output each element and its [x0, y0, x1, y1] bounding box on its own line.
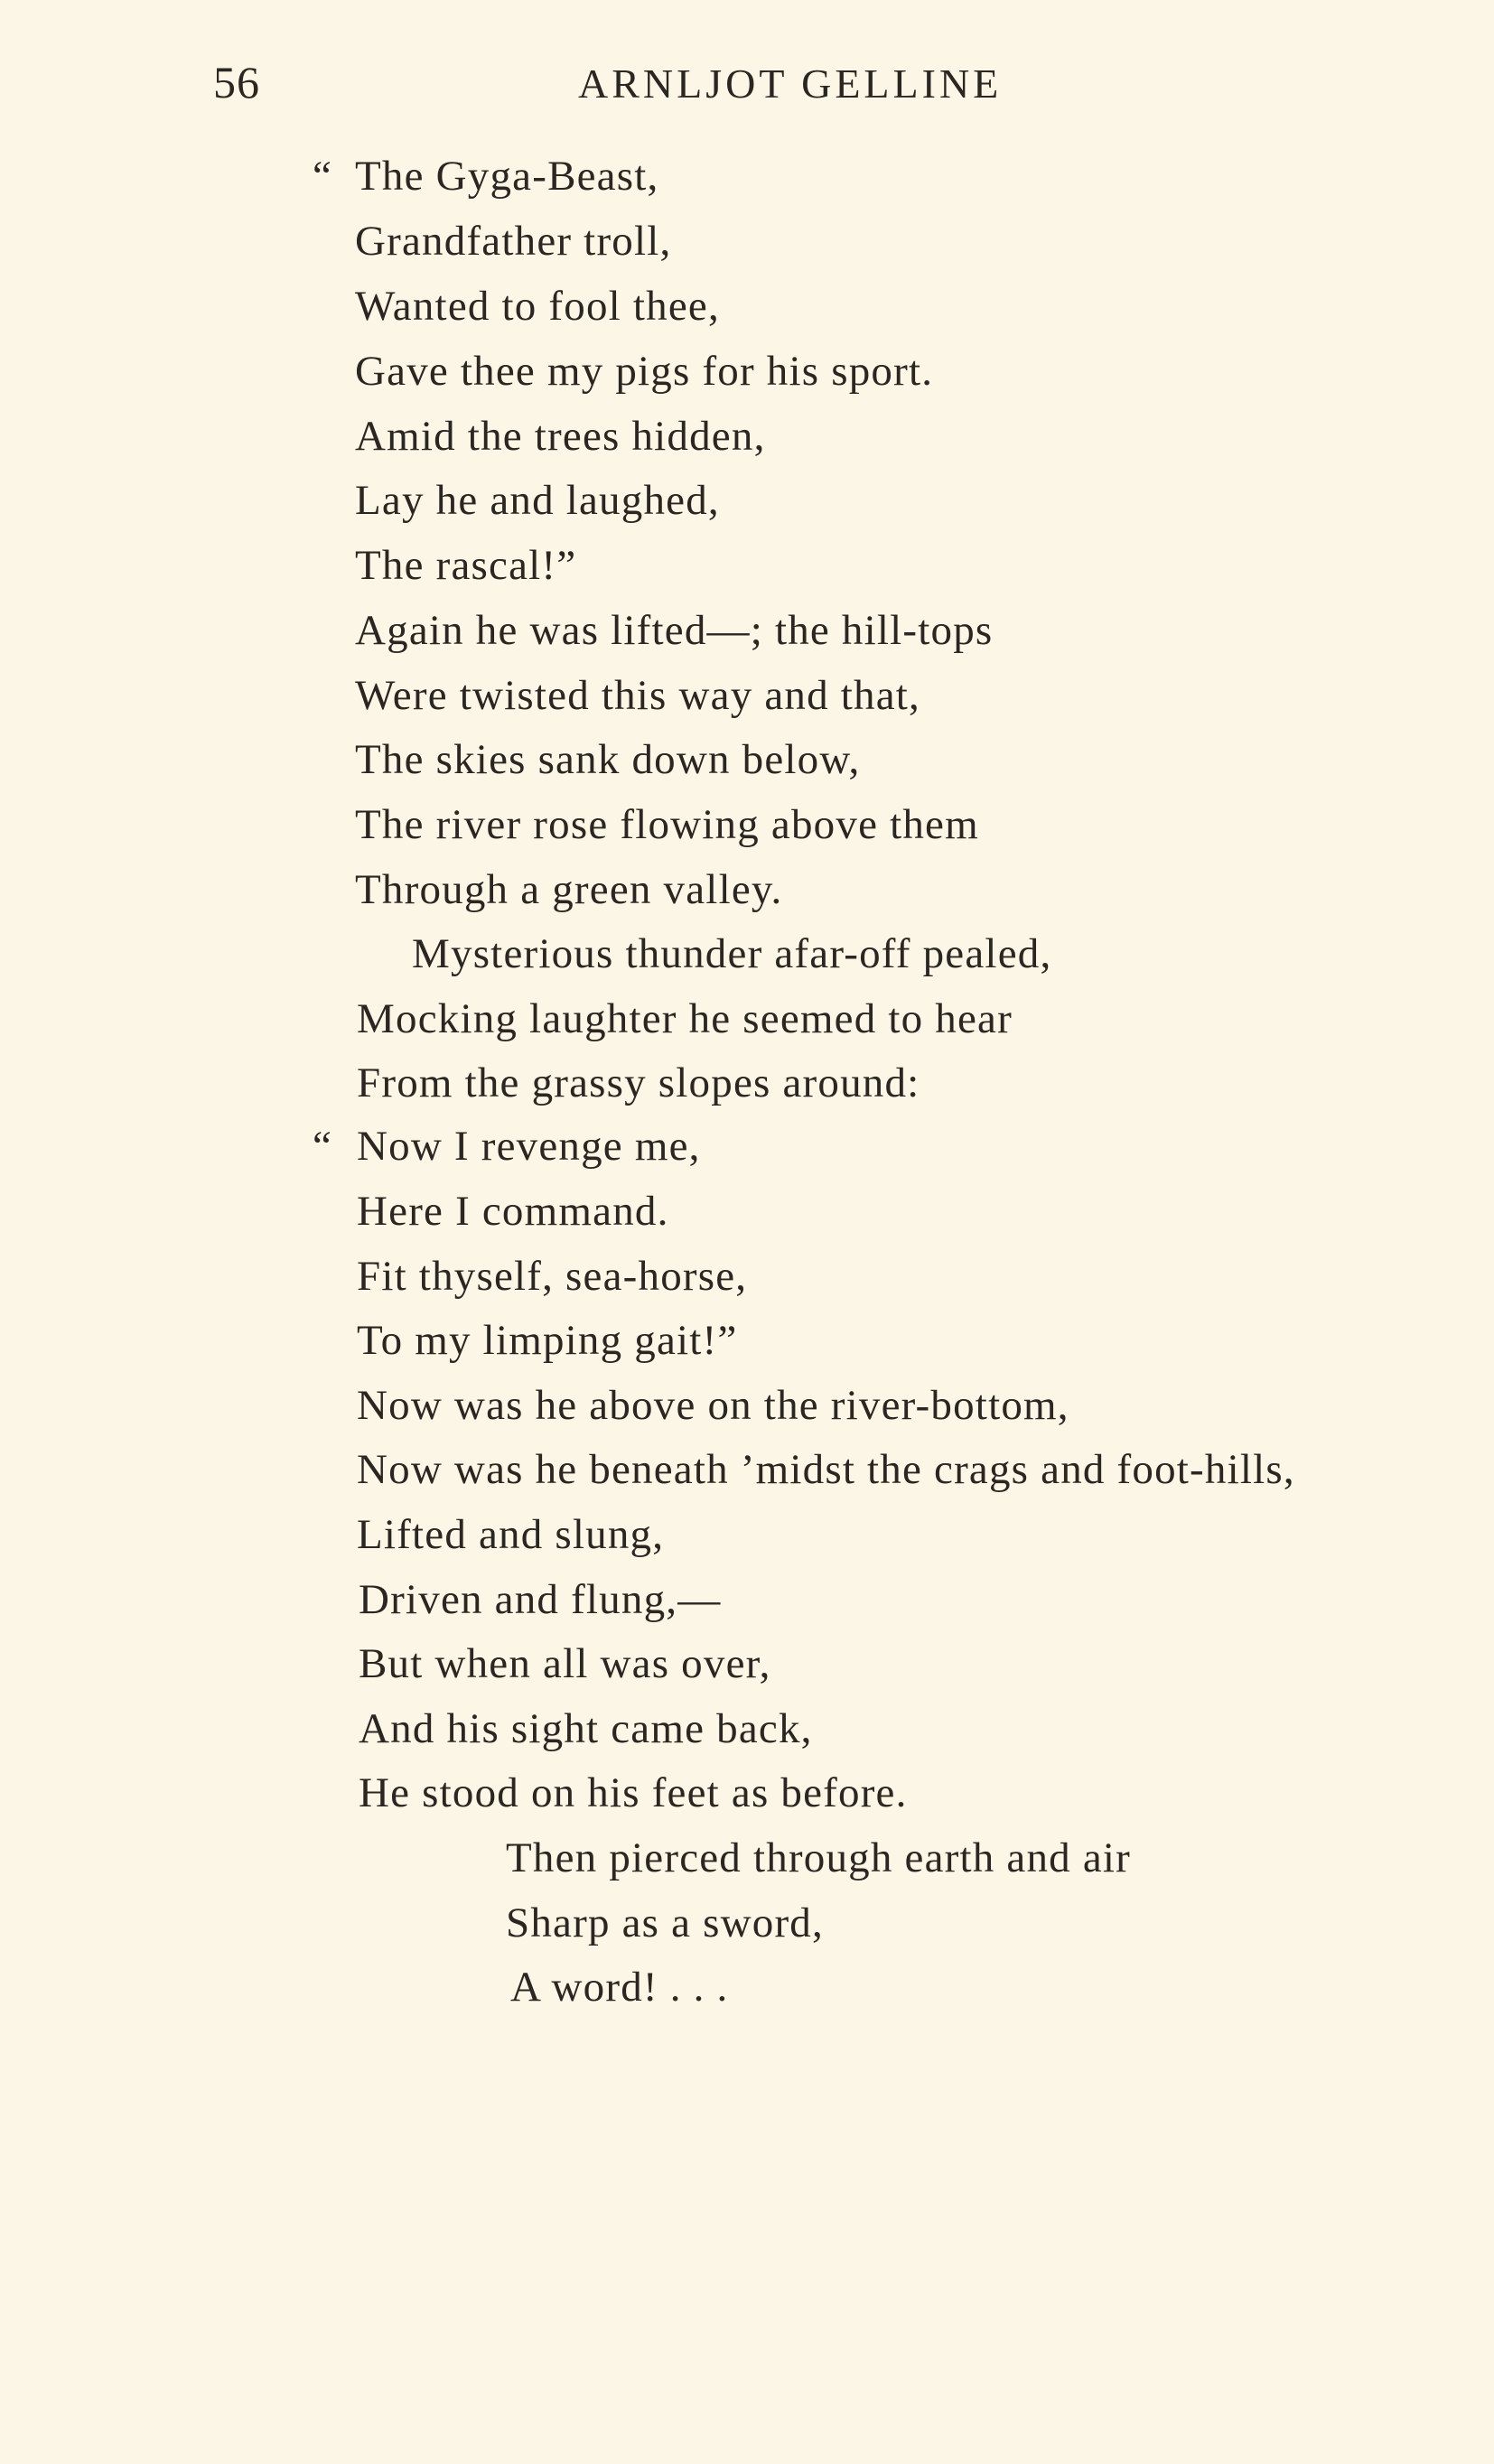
poem-line: Now was he above on the river-bottom,	[357, 1382, 1069, 1429]
poem-line: Sharp as a sword,	[506, 1899, 824, 1946]
running-title: ARNLJOT GELLINE	[578, 61, 1003, 107]
poem-line: Driven and flung,—	[359, 1576, 722, 1623]
poem-line: Mocking laughter he seemed to hear	[357, 995, 1013, 1042]
opening-quote-mark: “	[313, 153, 331, 200]
poem-line: Gave thee my pigs for his sport.	[355, 348, 934, 395]
poem-line: But when all was over,	[359, 1640, 771, 1687]
poem-line: From the grassy slopes around:	[357, 1059, 920, 1106]
poem-line: Fit thyself, sea-horse,	[357, 1253, 748, 1300]
poem-line: Lay he and laughed,	[355, 477, 720, 524]
poem-line: Mysterious thunder afar-off pealed,	[412, 930, 1052, 977]
poem-line: Now was he beneath ’midst the crags and foot-hills,	[357, 1446, 1295, 1493]
poem-line: The Gyga-Beast,	[355, 153, 659, 200]
poem-line: And his sight came back,	[359, 1705, 813, 1752]
poem-line: The river rose flowing above them	[355, 801, 979, 848]
poem-line: Wanted to fool thee,	[355, 283, 720, 330]
poem-line: Amid the trees hidden,	[355, 413, 766, 460]
page-number: 56	[213, 57, 260, 107]
poem-line: Here I command.	[357, 1188, 669, 1235]
poem-line: Lifted and slung,	[357, 1511, 665, 1558]
poem-line: Again he was lifted—; the hill-tops	[355, 607, 994, 654]
opening-quote-mark: “	[313, 1123, 331, 1170]
poem-line: He stood on his feet as before.	[359, 1769, 908, 1816]
poem-line: Grandfather troll,	[355, 218, 672, 265]
poem-line: Then pierced through earth and air	[506, 1834, 1131, 1881]
poem-line: Now I revenge me,	[357, 1123, 701, 1170]
poem-line: A word! . . .	[510, 1964, 729, 2011]
poem-line: Were twisted this way and that,	[355, 672, 920, 719]
poem-line: To my limping gait!”	[357, 1317, 738, 1364]
poem-line: Through a green valley.	[355, 866, 783, 913]
poem-line: The skies sank down below,	[355, 736, 861, 783]
poem-line: The rascal!”	[355, 542, 577, 589]
